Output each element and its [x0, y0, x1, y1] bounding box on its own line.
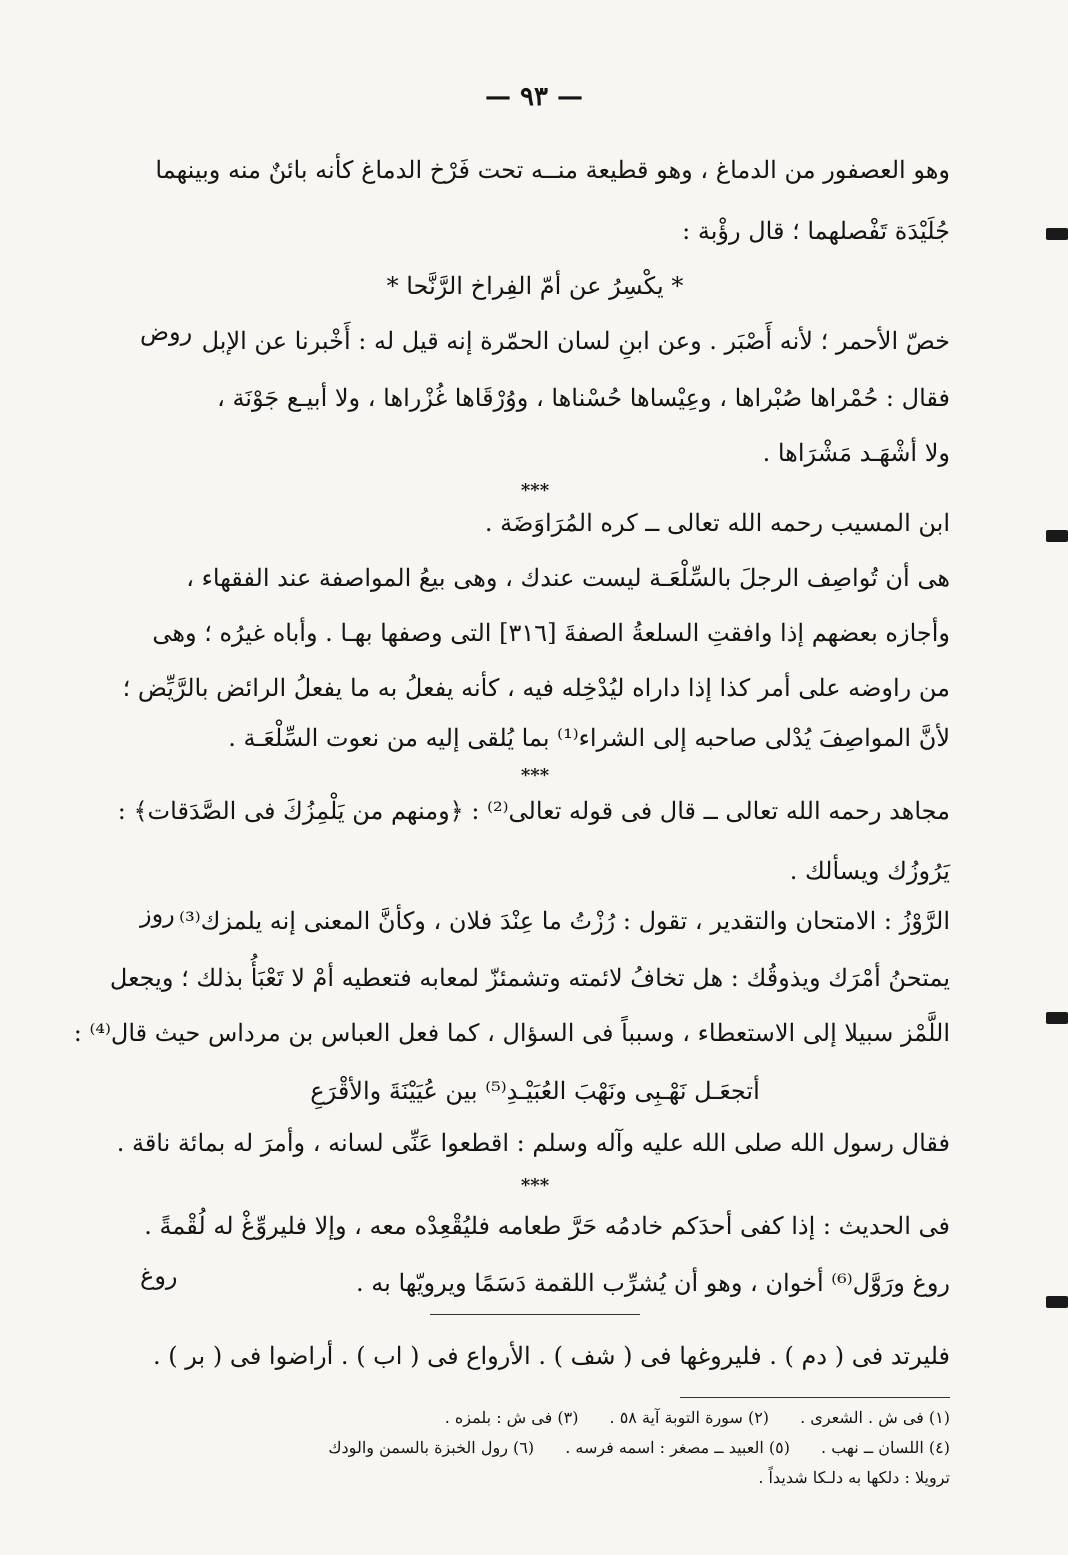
footnote: ترويلا : دلكها به دلـكا شديداً . [758, 1468, 950, 1487]
text-line: يمتحنُ أمْرَك ويذوقُك : هل تخافُ لائمته وتشمئزّ لمعابه فتعطيه أمْ لا تَعْبَأُ بذلك ؛ ويجعل [109, 964, 950, 992]
footnote: (٣) فى ش : بلمزه . [444, 1408, 579, 1427]
text-line: ولا أشْهَـد مَشْرَاها . [762, 439, 950, 467]
section-separator: *** [520, 1175, 550, 1196]
edge-mark [1046, 228, 1068, 240]
text-line: فقال : حُمْراها صُبْراها ، وعِيْساها حُسْناها ، ووُرْقَاها غُزْراها ، ولا أبيـع جَوْنَة ، [217, 384, 950, 412]
text-line: اللَّمْز سبيلا إلى الاستعطاء ، وسبباً فى السؤال ، كما فعل العباس بن مرداس حيث قال⁽⁴⁾ : [73, 1019, 950, 1047]
main-text [73, 0, 950, 1555]
footnote-rule [680, 1397, 950, 1398]
entry-heading: مجاهد رحمه الله تعالى ــ قال فى قوله تعالى⁽²⁾ : ﴿ومنهم من يَلْمِزُكَ فى الصَّدَقات﴾ : [117, 797, 950, 825]
footnote: (٥) العبيد ــ مصغر : اسمه فرسه . [565, 1438, 790, 1457]
text-line: الرَّوْزُ : الامتحان والتقدير ، تقول : رُزْتُ ما عِنْدَ فلان ، وكأنَّ المعنى إنه يلمزك⁽³⁾ [179, 907, 950, 935]
entry-heading: فى الحديث : إذا كفى أحدَكم خادمُه حَرَّ طعامه فليُقْعِدْه معه ، وإلا فليروِّغْ له لُقْمةً . [144, 1212, 950, 1240]
text-line: يَرُوزُك ويسألك . [789, 857, 950, 885]
section-separator: *** [520, 480, 550, 501]
edge-mark [1046, 530, 1068, 542]
section-separator: *** [520, 765, 550, 786]
verse-line: أتجعَـل نَهْـبِى ونَهْبَ العُبَيْـدِ⁽⁵⁾ بين عُيَيْنَةَ والأقْرَعِ [310, 1077, 760, 1105]
footnote-row [120, 1405, 950, 1431]
text-line: خصّ الأحمر ؛ لأنه أَصْبَر . وعن ابنِ لسان الحمّرة إنه قيل له : أَخْبرنا عن الإبل [201, 327, 950, 355]
footnote: (١) فى ش . الشعرى . [800, 1408, 950, 1427]
page-number: — ٩٣ — [484, 82, 584, 112]
text-line: روغ ورَوَّل⁽⁶⁾ أخوان ، وهو أن يُشرِّب اللقمة دَسَمًا ويرويّها به . [356, 1269, 950, 1297]
text-line: فقال رسول الله صلى الله عليه وآله وسلم : اقطعوا عَنِّى لسانه ، وأمرَ له بمائة ناقة . [116, 1129, 950, 1157]
verse-line: * يكْسِرُ عن أمّ الفِراخ الرَّنَّحا * [386, 272, 684, 300]
divider [430, 1314, 640, 1315]
edge-mark [1046, 1012, 1068, 1024]
footnote: (٢) سورة التوبة آية ٥٨ . [609, 1408, 770, 1427]
footnote: (٦) رول الخبزة بالسمن والودك [328, 1438, 535, 1457]
footnote-row [120, 1435, 950, 1461]
text-line: وهو العصفور من الدماغ ، وهو قطيعة منــه تحت فَرْخ الدماغ كأنه بائنٌ منه وبينهما [155, 156, 950, 184]
footnote: (٤) اللسان ــ نهب . [821, 1438, 950, 1457]
edge-mark [1046, 1296, 1068, 1308]
text-line: وأجازه بعضهم إذا وافقتِ السلعةُ الصفةَ [٣١٦] التى وصفها بهـا . وأباه غيرُه ؛ وهى [152, 619, 950, 647]
footnote-row [120, 1465, 950, 1491]
text-line: لأنَّ المواصِفَ يُدْلى صاحبه إلى الشراء⁽¹⁾ بما يُلقى إليه من نعوت السِّلْعَـة . [228, 724, 950, 752]
text-line: جُلَيْدَة تَفْصلهما ؛ قال رؤْبة : [682, 217, 950, 245]
margin-root-word: روض [140, 318, 193, 346]
margin-root-word: روز [140, 900, 175, 928]
entry-heading: ابن المسيب رحمه الله تعالى ــ كره المُرَاوَضَة . [484, 509, 950, 537]
margin-root-word: روغ [140, 1262, 178, 1290]
text-line: من راوضه على أمر كذا إذا داراه ليُدْخِله فيه ، كأنه يفعلُ به ما يفعلُ الرائض بالرَّيِّض ؛ [122, 674, 950, 702]
cross-reference-line: فليرتد فى ( دم ) . فليروغها فى ( شف ) . الأرواع فى ( اب ) . أراضوا فى ( بر ) . [153, 1342, 950, 1370]
text-line: هى أن تُواصِف الرجلَ بالسِّلْعَـة ليست عندك ، وهى بيعُ المواصفة عند الفقهاء ، [186, 564, 950, 592]
